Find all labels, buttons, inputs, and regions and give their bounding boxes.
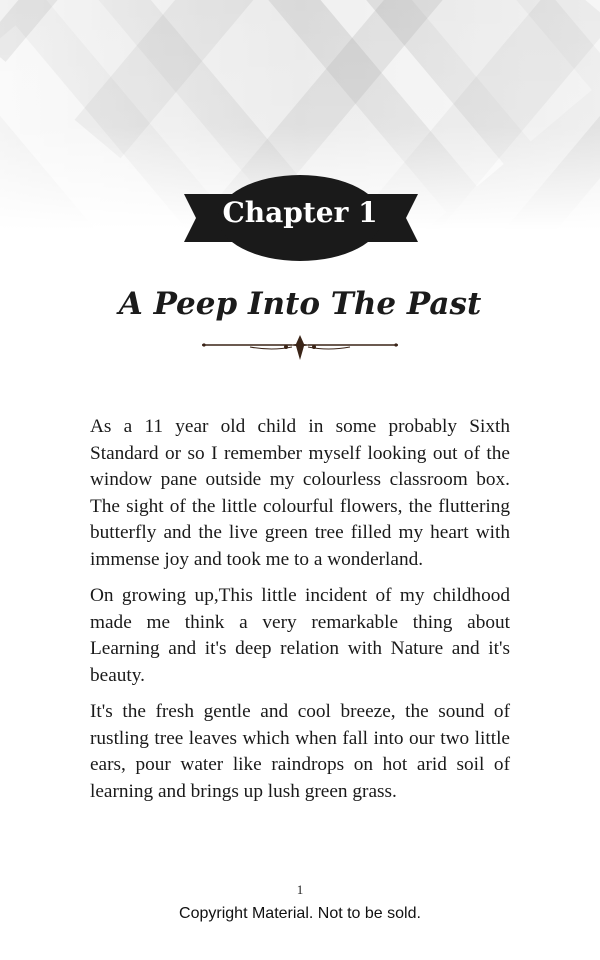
page-number: 1 [296,882,304,897]
chapter-title: A Peep Into The Past [118,286,482,322]
copyright-notice: Copyright Material. Not to be sold. [179,905,421,922]
chapter-banner [0,0,600,280]
chapter-body [90,414,510,815]
paragraph: As a 11 year old child in some probably Sixth Standard or so I remember myself looking out of the window pane outside my colourless classroom box. The sight of the little colourful flowers, the fluttering butterfly and the live green tree filled my heart with immense joy and took me to a wonderland. [90,416,510,570]
paragraph: It's the fresh gentle and cool breeze, the sound of rustling tree leaves which when fall into our two little ears, pour water like raindrops on hot arid soil of learning and brings up lush green grass. [90,701,510,802]
paragraph: On growing up,This little incident of my childhood made me think a very remarkable thing about Learning and it's deep relation with Nature and it's beauty. [90,585,510,686]
chapter-label: Chapter 1 [222,196,378,229]
flourish-divider-icon [200,334,400,364]
